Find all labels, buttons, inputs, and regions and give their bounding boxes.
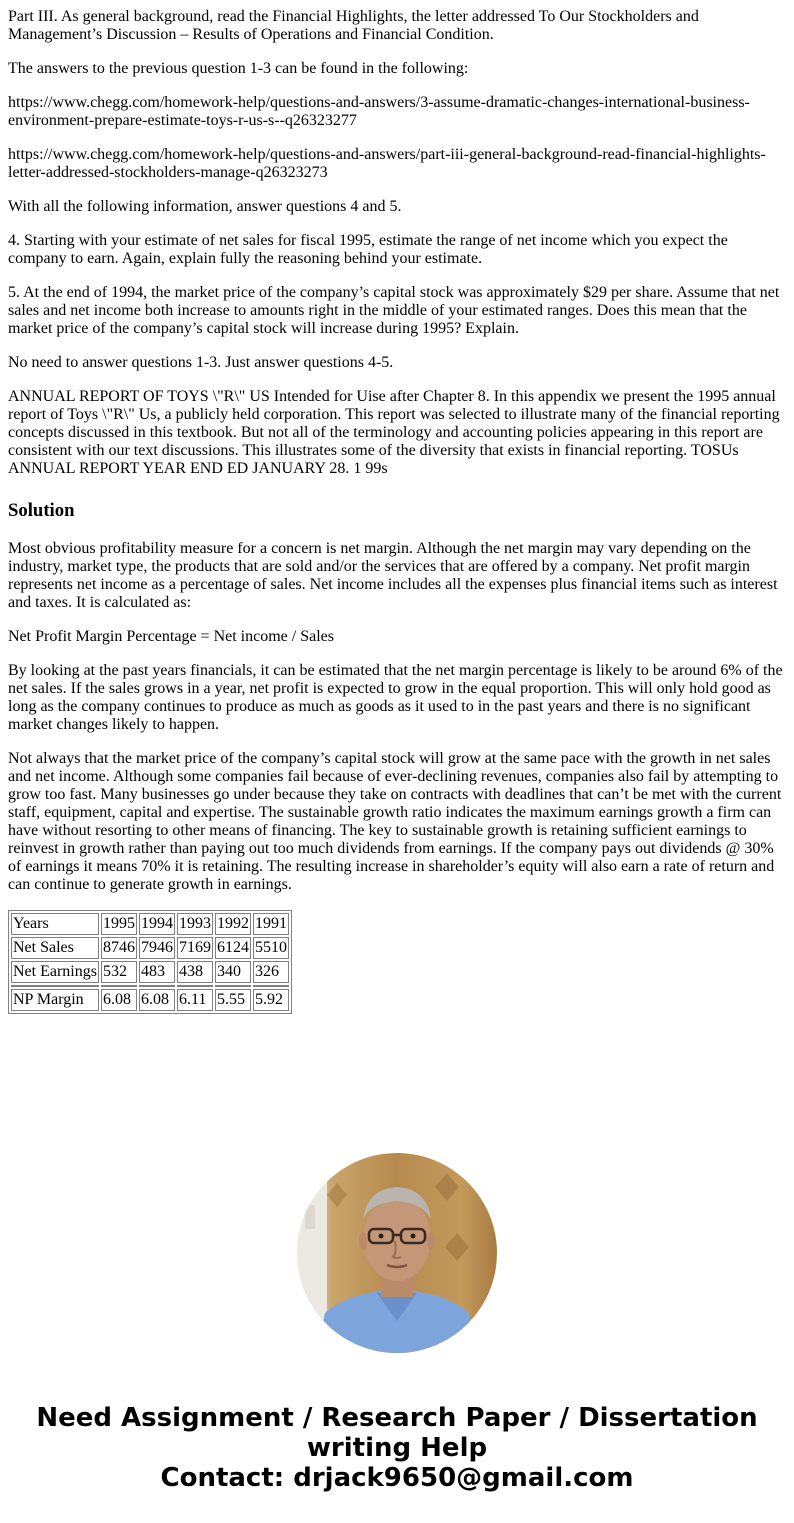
table-row <box>11 913 289 935</box>
table-cell <box>215 985 251 987</box>
reference-link-1: https://www.chegg.com/homework-help/questions-and-answers/3-assume-dramatic-changes-international-business-environment-prepare-estimate-toys-r-us-s--q26323277 <box>8 94 750 129</box>
table-cell: 483 <box>139 961 175 983</box>
table-cell: 6.08 <box>139 989 175 1011</box>
table-cell: 7946 <box>139 937 175 959</box>
table-cell: Years <box>11 913 99 935</box>
author-avatar <box>297 1153 497 1353</box>
table-cell: Net Sales <box>11 937 99 959</box>
question-paragraph-1: Part III. As general background, read the Financial Highlights, the letter addressed To Our Stockholders and Management’s Discussion – Results of Operations and Financial Condition. <box>8 8 699 43</box>
table-cell: 438 <box>177 961 213 983</box>
table-cell: 1993 <box>177 913 213 935</box>
promo-line-1: Need Assignment / Research Paper / Dissertation <box>36 1403 758 1433</box>
table-cell: 340 <box>215 961 251 983</box>
table-cell: Net Earnings <box>11 961 99 983</box>
solution-formula: Net Profit Margin Percentage = Net income / Sales <box>8 628 334 645</box>
solution-paragraph-1: Most obvious profitability measure for a concern is net margin. Although the net margin may vary depending on the industry, market type, the products that are sold and/or the services that are offered by a company. Net profit margin represents net income as a percentage of sales. Net income includes all the expenses plus financial items such as interest and taxes. It is calculated as: <box>8 540 778 611</box>
solution-paragraph-4: Not always that the market price of the company’s capital stock will grow at the same pace with the growth in net sales and net income. Although some companies fail because of ever-declining revenues, companies also fail by attempting to grow too fast. Many businesses go under because they take on contracts with deadlines that can’t be met with the current staff, equipment, capital and expertise. The sustainable growth ratio indicates the maximum earnings growth a firm can have without resorting to other means of financing. The key to sustainable growth is retaining sufficient earnings to reinvest in growth rather than paying out too much dividends from earnings. If the company pays out dividends @ 30% of earnings it means 70% it is retaining. The resulting increase in shareholder’s equity will also earn a rate of return and can continue to generate growth in earnings. <box>8 750 782 893</box>
table-cell: 5.92 <box>253 989 289 1011</box>
table-cell: NP Margin <box>11 989 99 1011</box>
table-cell: 7169 <box>177 937 213 959</box>
table-row <box>11 989 289 1011</box>
table-cell: 1995 <box>101 913 137 935</box>
table-cell: 5.55 <box>215 989 251 1011</box>
table-cell <box>11 985 99 987</box>
table-cell <box>177 985 213 987</box>
table-cell <box>253 985 289 987</box>
table-cell: 5510 <box>253 937 289 959</box>
promo-banner <box>0 1403 794 1493</box>
question-5: 5. At the end of 1994, the market price of the company’s capital stock was approximately $29 per share. Assume that net sales and net income both increase to amounts right in the middle of your estimated ranges. Does this mean that the market price of the company’s capital stock will increase during 1995? Explain. <box>8 284 780 337</box>
table-row <box>11 937 289 959</box>
question-4: 4. Starting with your estimate of net sales for fiscal 1995, estimate the range of net income which you expect the company to earn. Again, explain fully the reasoning behind your estimate. <box>8 232 728 267</box>
reference-link-2: https://www.chegg.com/homework-help/questions-and-answers/part-iii-general-background-read-financial-highlights-letter-addressed-stockholders-manage-q26323273 <box>8 146 766 181</box>
table-cell <box>101 985 137 987</box>
table-cell: 532 <box>101 961 137 983</box>
annual-report-excerpt: ANNUAL REPORT OF TOYS \"R\" US Intended for Uise after Chapter 8. In this appendix we present the 1995 annual report of Toys \"R\" Us, a publicly held corporation. This report was selected to illustrate many of the financial reporting concepts discussed in this textbook. But not all of the terminology and accounting policies appearing in this report are consistent with our text discussions. This illustrates some of the diversity that exists in financial reporting. TOSUs ANNUAL REPORT YEAR END ED JANUARY 28. 1 99s <box>8 388 780 477</box>
solution-paragraph-3: By looking at the past years financials, it can be estimated that the net margin percentage is likely to be around 6% of the net sales. If the sales grows in a year, net profit is expected to grow in the equal proportion. This will only hold good as long as the company continues to produce as much as goods as it used to in the past years and there is no significant market changes likely to happen. <box>8 662 783 733</box>
table-cell: 6124 <box>215 937 251 959</box>
table-cell: 6.11 <box>177 989 213 1011</box>
question-note: No need to answer questions 1-3. Just answer questions 4-5. <box>8 354 394 371</box>
solution-heading: Solution <box>8 500 75 521</box>
net-profit-margin-table <box>8 910 292 1014</box>
promo-contact: Contact: drjack9650@gmail.com <box>160 1463 634 1493</box>
document-body <box>8 0 786 1014</box>
table-cell: 326 <box>253 961 289 983</box>
table-cell <box>139 985 175 987</box>
promo-line-2: writing Help <box>306 1433 488 1463</box>
table-cell: 8746 <box>101 937 137 959</box>
table-cell: 6.08 <box>101 989 137 1011</box>
table-row <box>11 961 289 983</box>
table-cell: 1991 <box>253 913 289 935</box>
table-row-empty <box>11 985 289 987</box>
question-paragraph-5: With all the following information, answer questions 4 and 5. <box>8 198 402 215</box>
table-cell: 1992 <box>215 913 251 935</box>
table-cell: 1994 <box>139 913 175 935</box>
author-photo-illustration <box>297 1153 497 1353</box>
question-paragraph-2: The answers to the previous question 1-3 can be found in the following: <box>8 60 469 77</box>
